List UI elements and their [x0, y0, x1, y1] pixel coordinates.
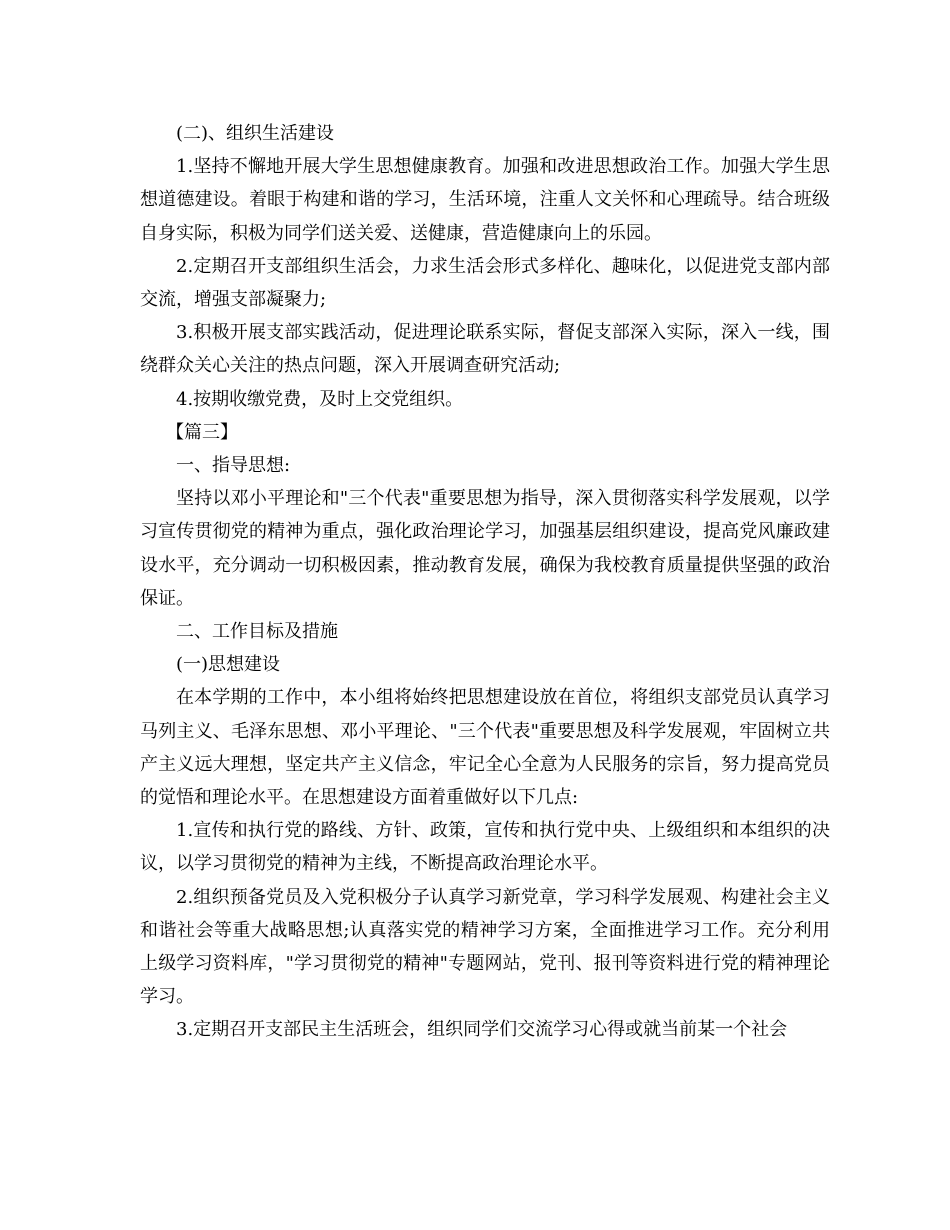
- section-heading-organization-life: (二)、组织生活建设: [176, 123, 335, 144]
- paragraph-guiding-ideology: 坚持以邓小平理论和"三个代表"重要思想为指导，深入贯彻落实科学发展观，以学习宣传贯彻党的精神为重点，强化政治理论学习，加强基层组织建设，提高党风廉政建设水平，充分调动一切积极因素，推动教育发展，确保为我校教育质量提供坚强的政治保证。: [140, 488, 830, 609]
- paragraph-item-4: 4.按期收缴党费，及时上交党组织。: [176, 388, 464, 410]
- section-heading-goals-measures: 二、工作目标及措施: [176, 621, 338, 643]
- chapter-heading: 【篇三】: [166, 421, 238, 443]
- paragraph-item-3: 3.积极开展支部实践活动，促进理论联系实际，督促支部深入实际，深入一线，围绕群众关心关注的热点问题，深入开展调查研究活动;: [140, 322, 830, 377]
- document-body: [140, 117, 830, 1047]
- paragraph-point-3: 3.定期召开支部民主生活班会，组织同学们交流学习心得或就当前某一个社会: [176, 1019, 788, 1041]
- paragraph-ideological-construction: 在本学期的工作中，本小组将始终把思想建设放在首位，将组织支部党员认真学习马列主义、毛泽东思想、邓小平理论、"三个代表"重要思想及科学发展观，牢固树立共产主义远大理想，坚定共产主义信念，牢记全心全意为人民服务的宗旨，努力提高党员的觉悟和理论水平。在思想建设方面着重做好以下几点:: [140, 687, 830, 809]
- section-heading-guiding-ideology: 一、指导思想:: [176, 455, 291, 477]
- subsection-heading-ideological-construction: (一)思想建设: [176, 654, 281, 676]
- paragraph-item-1: 1.坚持不懈地开展大学生思想健康教育。加强和改进思想政治工作。加强大学生思想道德建设。着眼于构建和谐的学习，生活环境，注重人文关怀和心理疏导。结合班级自身实际，积极为同学们送关爱、送健康，营造健康向上的乐园。: [140, 156, 830, 244]
- paragraph-point-2: 2.组织预备党员及入党积极分子认真学习新党章，学习科学发展观、构建社会主义和谐社会等重大战略思想;认真落实党的精神学习方案，全面推进学习工作。充分利用上级学习资料库，"学习贯彻党的精神"专题网站，党刊、报刊等资料进行党的精神理论学习。: [140, 886, 830, 1008]
- paragraph-point-1: 1.宣传和执行党的路线、方针、政策，宣传和执行党中央、上级组织和本组织的决议，以学习贯彻党的精神为主线，不断提高政治理论水平。: [140, 820, 830, 875]
- paragraph-item-2: 2.定期召开支部组织生活会，力求生活会形式多样化、趣味化，以促进党支部内部交流，增强支部凝聚力;: [140, 255, 830, 311]
